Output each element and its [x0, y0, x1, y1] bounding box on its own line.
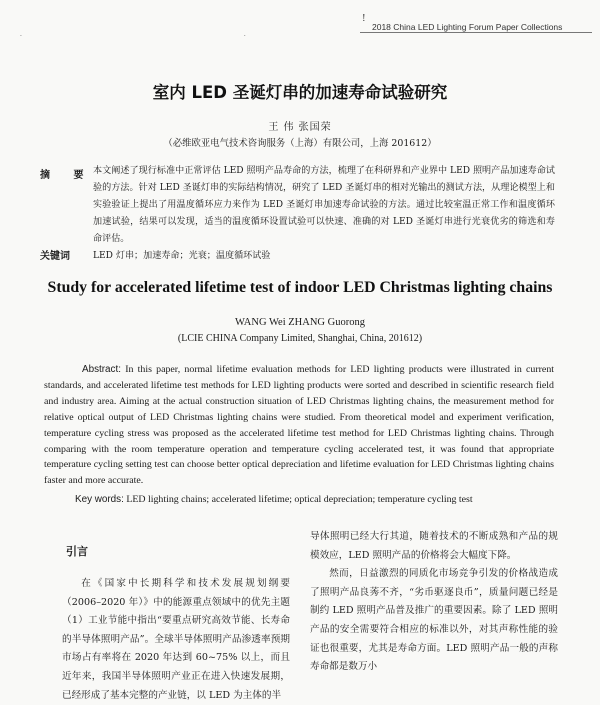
header-rule [360, 32, 592, 33]
header-mark: ! [362, 14, 366, 24]
abstract-en-text: In this paper, normal lifetime evaluation methods for LED lighting products were illustrated in current standards, and accelerated lifetime test methods for LED lighting products were sorted and described in scientific research field and industry area. Aiming at the actual construction situation of LED Christmas lighting chains, the measurement method for relative optical output of LED Christmas lighting chains were studied. From theoretical model and experiment verification, temperature cycling stress was proposed as the accelerated lifetime test method for LED Christmas lighting chains. Through comparing with the room temperature operation and temperature cycling accelerated test, it was found that appropriate temperature cycling setting test can choose better optical depreciation and lifetime evaluation for LED Christmas lighting chains faster and more accurate. [44, 364, 555, 487]
running-header: 2018 China LED Lighting Forum Paper Collections [372, 22, 563, 32]
authors-cn: 王 伟 张国荣 [268, 122, 332, 133]
title-en: Study for accelerated lifetime test of indoor LED Christmas lighting chains [47, 279, 553, 296]
keywords-en-text: LED lighting chains; accelerated lifetime; optical depreciation; temperature cycling test [126, 494, 473, 505]
scan-dots: · · [20, 33, 356, 40]
intro-left-column: 在《国家中长期科学和技术发展规划纲要（2006–2020 年）》中的能源重点领域中的优先主题（1）工业节能中指出“要重点研究高效节能、长寿命的半导体照明产品”。全球半导体照明产品渗透率预期市场占有率将在 2020 年达到 60~75% 以上，而且近年来，我国半导体照明产业正在进入快速发展期，已经形成了基本完整的产业链，以 LED 为主体的半 [62, 578, 290, 701]
affiliation-cn: （必维欧亚电气技术咨询服务（上海）有限公司，上海 201612） [163, 138, 437, 149]
abstract-en-label: Abstract: [82, 364, 121, 375]
abstract-cn: 本文阐述了现行标准中正常评估 LED 照明产品寿命的方法，梳理了在科研界和产业界中 LED 照明产品加速寿命试验的方法。针对 LED 圣诞灯串的实际结构情况，研究了 LED 圣诞灯串的相对光输出的测试方法，从理论模型上和实验验证上提出了用温度循环应力来作为 LED 圣诞灯串加速寿命试验的方法。通过比较室温正常工作和温度循环加速试验，结果可以发现，适当的温度循环设置试验可以快速、准确的对 LED 圣诞灯串进行光衰优劣的筛选和寿命评估。 [93, 166, 555, 244]
keywords-cn: LED 灯串；加速寿命；光衰；温度循环试验 [93, 251, 271, 261]
keywords-en-label: Key words: [75, 494, 124, 505]
intro-heading: 引言 [66, 545, 88, 558]
intro-right-paragraph-2: 然而，日益激烈的同质化市场竞争引发的价格战造成了照明产品良莠不齐，“劣币驱逐良币”，质量问题已经是制约 LED 照明产品普及推广的重要因素。除了 LED 照明产品的安全需要符合相应的标准以外，对其声称性能的验证也很重要，尤其是寿命方面。LED 照明产品一般的声称寿命都是数万小 [310, 568, 558, 673]
abstract-en [44, 362, 554, 489]
authors-en: WANG Wei ZHANG Guorong [235, 317, 365, 328]
keywords-cn-label: 关键词 [40, 251, 70, 262]
title-cn: 室内 LED 圣诞灯串的加速寿命试验研究 [152, 83, 448, 102]
intro-right-paragraph-1: 导体照明已经大行其道，随着技术的不断成熟和产品的规模效应，LED 照明产品的价格将会大幅度下降。 [310, 531, 558, 561]
intro-right-column [310, 528, 558, 677]
abstract-cn-label: 摘 要 [40, 170, 94, 181]
keywords-en [75, 494, 473, 505]
affiliation-en: (LCIE CHINA Company Limited, Shanghai, China, 201612) [177, 333, 423, 344]
